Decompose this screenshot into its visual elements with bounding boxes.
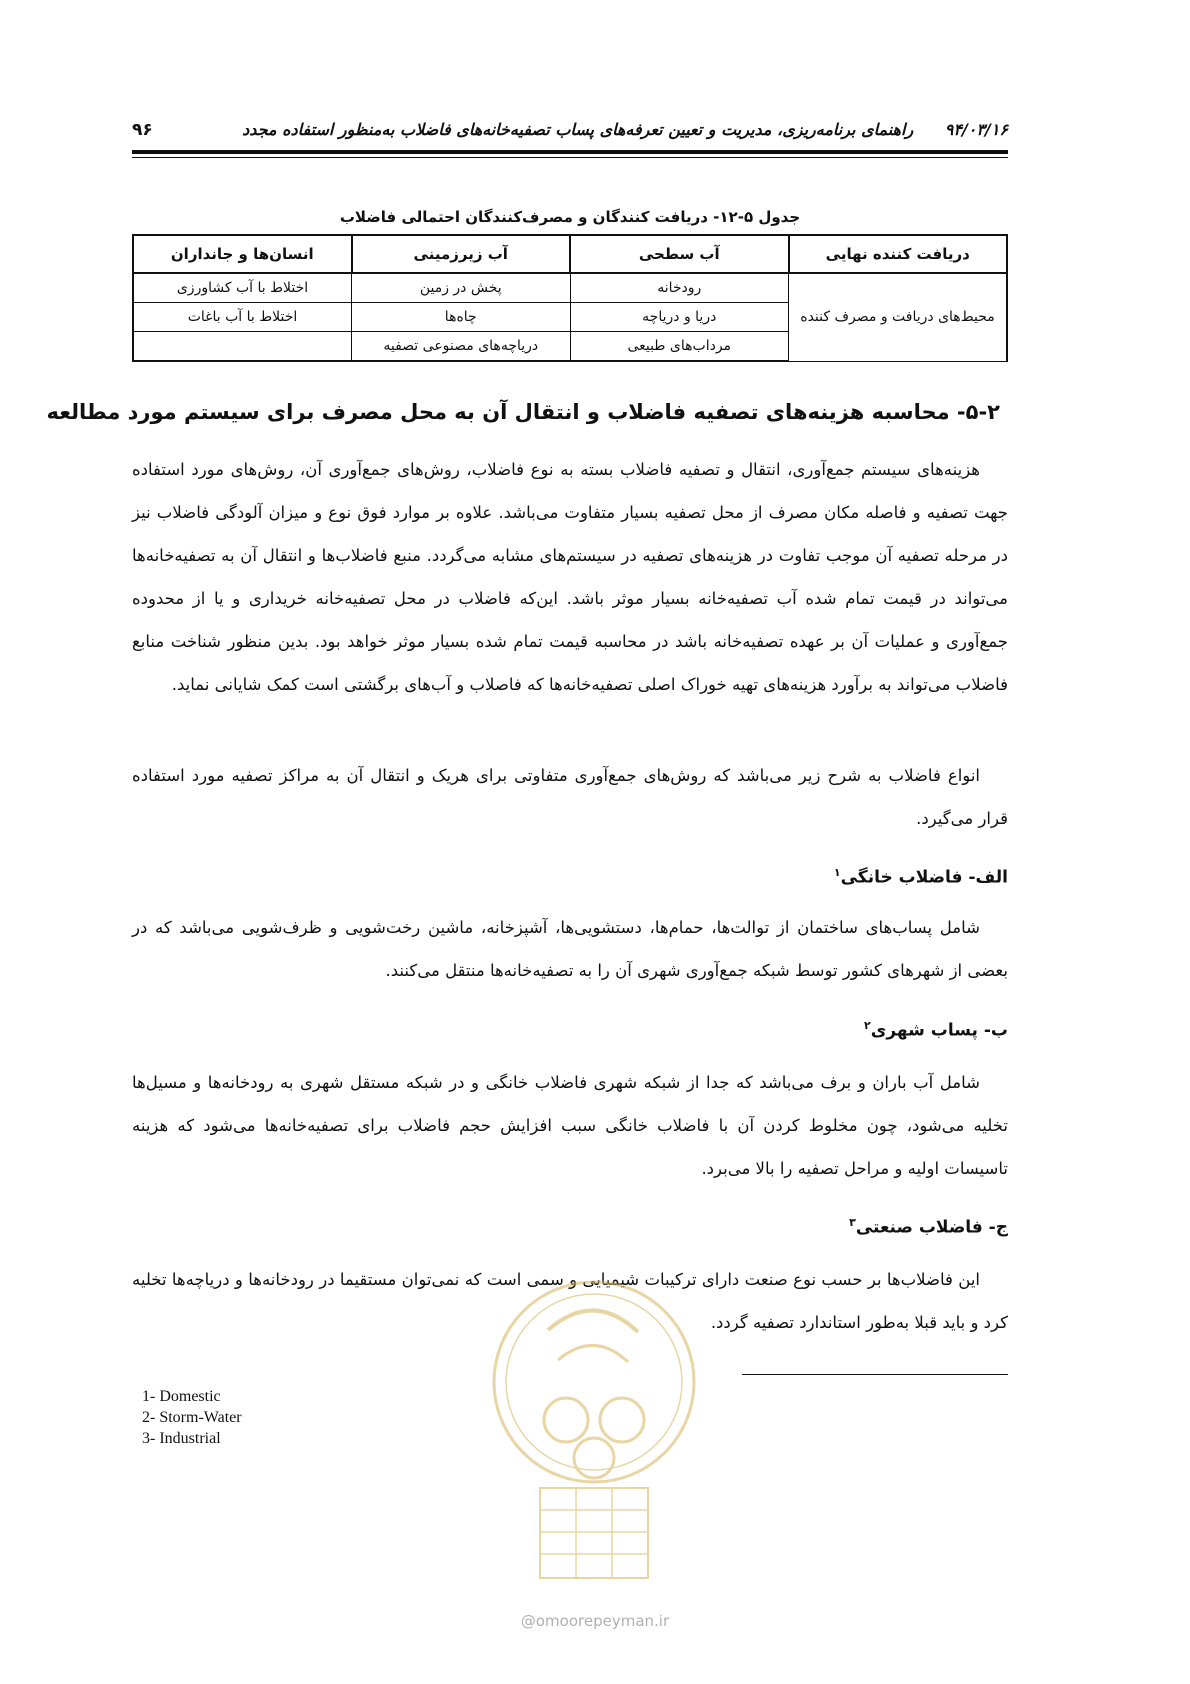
receivers-table (132, 234, 1008, 362)
page-number: ۹۶ (132, 120, 153, 140)
body-paragraph (132, 1061, 1008, 1190)
table-header-cell: دریافت کننده نهایی (789, 235, 1008, 273)
paragraph-text: انواع فاضلاب به شرح زیر می‌باشد که روش‌های جمع‌آوری متفاوتی برای هریک و انتقال آن به مراکز تصفیه مورد استفاده قرار می‌گیرد. (132, 766, 1008, 828)
paragraph-text: شامل پساب‌های ساختمان از توالت‌ها، حمام‌ها، دستشویی‌ها، آشپزخانه، ماشین رخت‌شویی و ظرف‌شویی می‌باشد که در بعضی از شهرهای کشور توسط شبکه جمع‌آوری شهری آن را به تصفیه‌خانه‌ها منتقل می‌کنند. (132, 918, 1008, 980)
subsection-title-domestic: الف- فاضلاب خانگی$^۱$ (833, 866, 1008, 888)
footnotes (142, 1386, 242, 1449)
watermark-url: @omoorepeyman.ir (520, 1612, 670, 1630)
table-row (133, 273, 1007, 303)
body-paragraph (132, 754, 1008, 840)
row-group-label: محیط‌های دریافت و مصرف کننده (789, 273, 1008, 361)
header-rule-thin (132, 157, 1008, 158)
table-cell: مرداب‌های طبیعی (570, 332, 789, 362)
paragraph-text: این فاضلاب‌ها بر حسب نوع صنعت دارای ترکیبات شیمیایی و سمی است که نمی‌توان مستقیما در رودخانه‌ها و دریاچه‌ها تخلیه کرد و باید قبلا به‌طور استاندارد تصفیه گردد. (132, 1270, 1008, 1332)
table-cell: چاه‌ها (352, 303, 571, 332)
section-title: ۵-۲- محاسبه هزینه‌های تصفیه فاضلاب و انتقال آن به محل مصرف برای سیستم مورد مطالعه (46, 400, 1000, 424)
footnote: 1- Domestic (142, 1388, 221, 1405)
page-header (132, 118, 1008, 148)
table-caption: جدول ۵-۱۲- دریافت کنندگان و مصرف‌کنندگان احتمالی فاضلاب (339, 208, 801, 226)
table-cell: اختلاط با آب باغات (133, 303, 352, 332)
table-header-cell: آب زیرزمینی (352, 235, 571, 273)
header-rule-thick (132, 150, 1008, 154)
subsection-title-storm: ب- پساب شهری$^۲$ (864, 1019, 1008, 1041)
table-cell: دریاچه‌های مصنوعی تصفیه (352, 332, 571, 362)
table-cell: اختلاط با آب کشاورزی (133, 273, 352, 303)
table-header-row (133, 235, 1007, 273)
table-cell: رودخانه (570, 273, 789, 303)
body-paragraph (132, 906, 1008, 992)
running-title (242, 120, 1008, 139)
footnote-ref: ۲ (864, 1019, 871, 1032)
footnote: 2- Storm-Water (142, 1409, 242, 1426)
footnote-ref: ۱ (833, 866, 841, 879)
paragraph-text: هزینه‌های سیستم جمع‌آوری، انتقال و تصفیه فاضلاب بسته به نوع فاضلاب، روش‌های جمع‌آوری آن، روش‌های مورد استفاده جهت تصفیه و فاصله مکان مصرف از محل تصفیه بسیار متفاوت می‌باشد. علاوه بر موارد فوق نوع و میزان آلودگی فاضلاب نیز در مرحله تصفیه آن موجب تفاوت در هزینه‌های تصفیه در سیستم‌های مشابه می‌گردد. منبع فاضلاب‌ها و انتقال آن به تصفیه‌خانه‌ها می‌تواند در قیمت تمام شده آب تصفیه‌خانه بسیار موثر باشد. این‌که فاضلاب در محل تصفیه‌خانه خریداری و یا از محدوده جمع‌آوری و عملیات آن بر عهده تصفیه‌خانه باشد در محاسبه قیمت تمام شده بسیار موثر خواهد بود. بدین منظور شناخت منابع فاضلاب می‌تواند به برآورد هزینه‌های تهیه خوراک اصلی تصفیه‌خانه‌ها که فاصلاب و آب‌های برگشتی است کمک شایانی نماید. (132, 460, 1008, 694)
table-cell: دریا و دریاچه (570, 303, 789, 332)
watermark-seal-icon (488, 1270, 700, 1650)
table-cell (133, 332, 352, 362)
header-date: ۹۴/۰۳/۱۶ (944, 120, 1008, 139)
body-paragraph (132, 448, 1008, 706)
subsection-title-industrial: ج- فاضلاب صنعتی$^۳$ (849, 1216, 1008, 1238)
footnote-rule (742, 1374, 1008, 1375)
footnote-ref: ۳ (849, 1216, 856, 1229)
paragraph-text: شامل آب باران و برف می‌باشد که جدا از شبکه شهری فاضلاب خانگی و در شبکه مستقل شهری به رودخانه‌ها و مسیل‌ها تخلیه می‌شود، چون مخلوط کردن آن با فاضلاب خانگی سبب افزایش حجم فاضلاب برای تصفیه‌خانه‌ها می‌شود که هزینه تاسیسات اولیه و مراحل تصفیه را بالا می‌برد. (132, 1073, 1008, 1178)
table-header-cell: آب سطحی (570, 235, 789, 273)
table-header-cell: انسان‌ها و جانداران (133, 235, 352, 273)
footnote: 3- Industrial (142, 1430, 221, 1447)
table-cell: پخش در زمین (352, 273, 571, 303)
header-title: راهنمای برنامه‌ریزی، مدیریت و تعیین تعرفه‌های پساب تصفیه‌خانه‌های فاضلاب به‌منظور استفاده مجدد (242, 120, 914, 139)
